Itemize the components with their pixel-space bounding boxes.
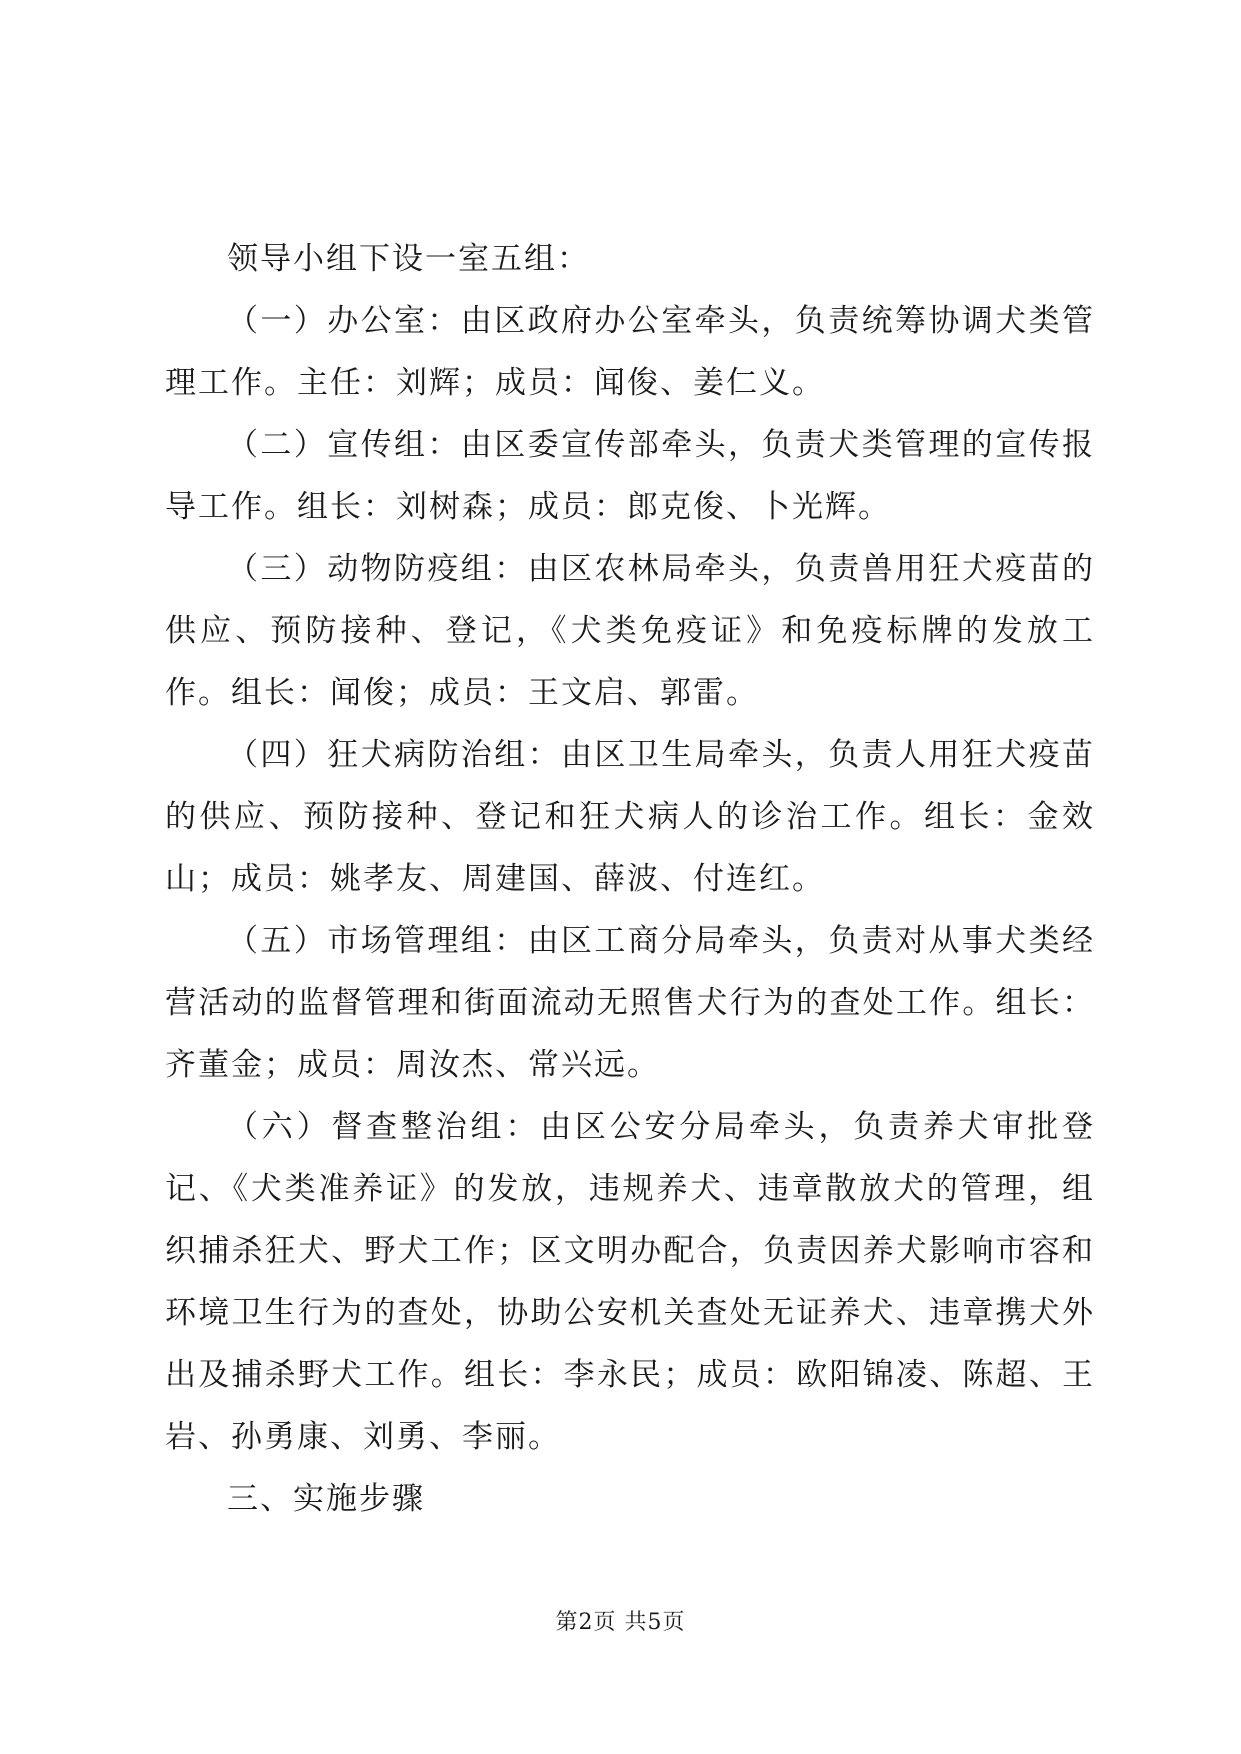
page-number-footer: 第2页 共5页 <box>555 1610 686 1635</box>
paragraph-rabies-control-group: （四）狂犬病防治组：由区卫生局牵头，负责人用狂犬疫苗的供应、预防接种、登记和狂犬病人的诊治工作。组长：金效山；成员：姚孝友、周建国、薛波、付连红。 <box>165 737 1095 897</box>
paragraph-market-management-group: （五）市场管理组：由区工商分局牵头，负责对从事犬类经营活动的监督管理和街面流动无照售犬行为的查处工作。组长：齐董金；成员：周汝杰、常兴远。 <box>165 923 1095 1083</box>
paragraph-animal-epidemic-group: （三）动物防疫组：由区农林局牵头，负责兽用狂犬疫苗的供应、预防接种、登记，《犬类免疫证》和免疫标牌的发放工作。组长：闻俊；成员：王文启、郭雷。 <box>165 551 1095 711</box>
intro-paragraph: 领导小组下设一室五组： <box>227 241 590 277</box>
section-heading: 三、实施步骤 <box>227 1481 425 1517</box>
paragraph-publicity-group: （二）宣传组：由区委宣传部牵头，负责犬类管理的宣传报导工作。组长：刘树森；成员：郎克俊、卜光辉。 <box>165 427 1095 525</box>
paragraph-inspection-group: （六）督查整治组：由区公安分局牵头，负责养犬审批登记、《犬类准养证》的发放，违规养犬、违章散放犬的管理，组织捕杀狂犬、野犬工作；区文明办配合，负责因养犬影响市容和环境卫生行为的查处，协助公安机关查处无证养犬、违章携犬外出及捕杀野犬工作。组长：李永民；成员：欧阳锦凌、陈超、王岩、孙勇康、刘勇、李丽。 <box>165 1109 1095 1455</box>
paragraph-office: （一）办公室：由区政府办公室牵头，负责统筹协调犬类管理工作。主任：刘辉；成员：闻俊、姜仁义。 <box>165 303 1095 401</box>
document-body <box>165 228 1095 1530</box>
